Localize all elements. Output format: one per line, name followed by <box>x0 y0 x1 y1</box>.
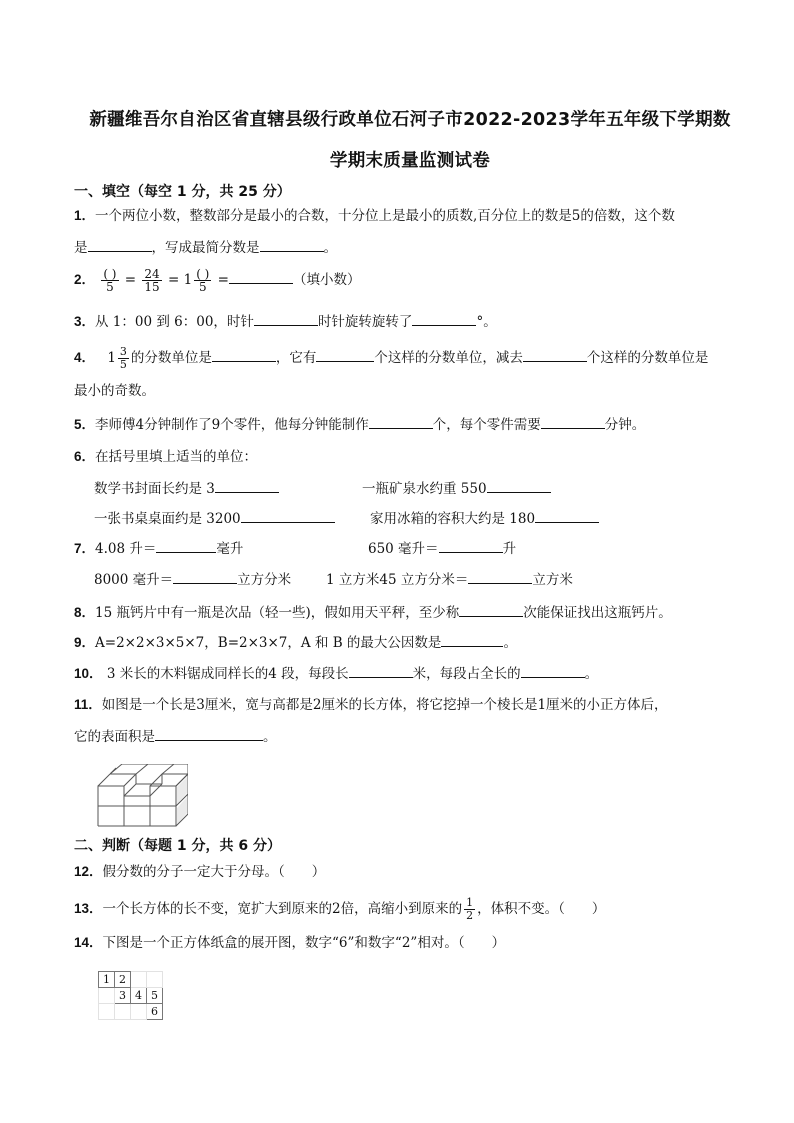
question-number: 13． <box>74 901 103 916</box>
answer-blank[interactable] <box>316 347 374 362</box>
cuboid-figure <box>96 764 188 828</box>
answer-blank[interactable] <box>441 632 503 647</box>
question-number: 2． <box>74 272 96 287</box>
answer-blank[interactable] <box>521 663 585 678</box>
answer-blank[interactable] <box>487 478 551 493</box>
net-cell-empty <box>99 1004 115 1020</box>
question-number: 1． <box>74 208 96 223</box>
answer-blank[interactable] <box>459 602 523 617</box>
answer-blank[interactable] <box>215 478 279 493</box>
question-number: 4． <box>74 350 96 365</box>
question-2: 2． $\frac{( )}{5}$ = $\frac{24}{15}$ = 1 $\frac{( )}{5}$ = （填小数） <box>74 267 361 294</box>
net-cell-5: 5 <box>147 988 163 1004</box>
answer-blank[interactable] <box>212 347 276 362</box>
question-11-line2: 它的表面积是 。 <box>74 726 277 747</box>
net-cell-empty <box>131 972 147 988</box>
answer-blank[interactable] <box>369 414 433 429</box>
fraction: $\frac{24}{15}$ <box>144 267 160 294</box>
answer-blank[interactable] <box>541 414 605 429</box>
net-cell-6: 6 <box>147 1004 163 1020</box>
cube-net-figure <box>98 971 163 1020</box>
question-6-row1-right: 一瓶矿泉水约重 550 <box>362 478 551 499</box>
answer-blank[interactable] <box>468 569 532 584</box>
answer-blank[interactable] <box>241 508 335 523</box>
net-cell-empty <box>147 972 163 988</box>
answer-blank[interactable] <box>254 311 318 326</box>
question-6-row2-right: 家用冰箱的容积大约是 180 <box>370 508 599 529</box>
answer-blank[interactable] <box>229 269 293 284</box>
question-6-row2-left: 一张书桌桌面约是 3200 <box>94 508 335 529</box>
question-7-row1-right: 650 毫升＝ 升 <box>368 538 516 559</box>
question-13: 13．一个长方体的长不变，宽扩大到原来的2倍，高缩小到原来的 $\frac{1}{2}$ ，体积不变。（ ） <box>74 896 606 922</box>
net-cell-empty <box>131 1004 147 1020</box>
question-14: 14．下图是一个正方体纸盒的展开图，数字“6”和数字“2”相对。（ ） <box>74 935 506 951</box>
section-judgement-heading: 二、判断（每题 1 分，共 6 分） <box>74 838 281 854</box>
answer-blank[interactable] <box>523 347 587 362</box>
question-9: 9．A=2×2×3×5×7，B=2×3×7，A 和 B 的最大公因数是 。 <box>74 632 517 653</box>
answer-blank[interactable] <box>349 663 413 678</box>
answer-blank[interactable] <box>156 538 216 553</box>
question-6: 6．在括号里填上适当的单位： <box>74 449 258 465</box>
question-number: 3． <box>74 314 96 329</box>
answer-blank[interactable] <box>88 237 152 252</box>
question-number: 8． <box>74 605 96 620</box>
question-number: 6． <box>74 449 96 464</box>
net-cell-3: 3 <box>115 988 131 1004</box>
question-number: 9． <box>74 635 96 650</box>
net-cell-1: 1 <box>99 972 115 988</box>
question-number: 10． <box>74 666 103 681</box>
answer-blank[interactable] <box>260 237 324 252</box>
answer-blank[interactable] <box>173 569 237 584</box>
question-1-line1: 1．一个两位小数，整数部分是最小的合数，十分位上是最小的质数,百分位上的数是5的倍数，这个数 <box>74 208 675 224</box>
net-cell-4: 4 <box>131 988 147 1004</box>
question-number: 12． <box>74 864 103 879</box>
question-7-row2-left: 8000 毫升＝ 立方分米 <box>94 569 291 590</box>
question-12: 12．假分数的分子一定大于分母。（ ） <box>74 864 326 880</box>
net-cell-empty <box>99 988 115 1004</box>
question-3: 3．从 1：00 到 6：00，时针 时针旋转旋转了 °。 <box>74 311 497 332</box>
fraction: $\frac{( )}{5}$ <box>196 267 210 294</box>
fraction: $\frac{( )}{5}$ <box>103 267 117 294</box>
question-number: 5． <box>74 417 96 432</box>
answer-blank[interactable] <box>155 726 263 741</box>
answer-blank[interactable] <box>439 538 503 553</box>
exam-title-line2: 学期末质量监测试卷 <box>329 151 491 171</box>
question-5: 5．李师傅4分钟制作了9个零件，他每分钟能制作 个，每个零件需要 分钟。 <box>74 414 645 435</box>
question-number: 11． <box>74 697 102 712</box>
question-6-row1-left: 数学书封面长约是 3 <box>94 478 279 499</box>
question-number: 7． <box>74 541 96 556</box>
question-8: 8．15 瓶钙片中有一瓶是次品（轻一些)，假如用天平秤，至少称 次能保证找出这瓶钙片。 <box>74 602 672 623</box>
net-cell-2: 2 <box>115 972 131 988</box>
question-4-line1: 4． 1 $\frac{3}{5}$ 的分数单位是 ，它有 个这样的分数单位，减去 个这样的分数单位是 <box>74 345 709 371</box>
section-fill-in-heading: 一、填空（每空 1 分，共 25 分） <box>74 184 291 200</box>
exam-title-line1: 新疆维吾尔自治区省直辖县级行政单位石河子市2022-2023学年五年级下学期数 <box>89 110 731 130</box>
fraction: $\frac{3}{5}$ <box>119 345 127 371</box>
question-4-line2: 最小的奇数。 <box>74 383 155 399</box>
question-11-line1: 11．如图是一个长是3厘米，宽与高都是2厘米的长方体，将它挖掉一个棱长是1厘米的小正方体后， <box>74 697 668 713</box>
question-7-row1-left: 7．4.08 升＝ 毫升 <box>74 538 243 559</box>
answer-blank[interactable] <box>412 311 476 326</box>
question-10: 10． 3 米长的木料锯成同样长的4 段，每段长 米，每段占全长的 。 <box>74 663 598 684</box>
net-cell-empty <box>115 1004 131 1020</box>
question-number: 14． <box>74 935 103 950</box>
question-1-line2: 是 ，写成最简分数是 。 <box>74 237 337 258</box>
fraction: $\frac{1}{2}$ <box>466 896 474 922</box>
question-7-row2-right: 1 立方米45 立方分米＝ 立方米 <box>326 569 573 590</box>
answer-blank[interactable] <box>535 508 599 523</box>
